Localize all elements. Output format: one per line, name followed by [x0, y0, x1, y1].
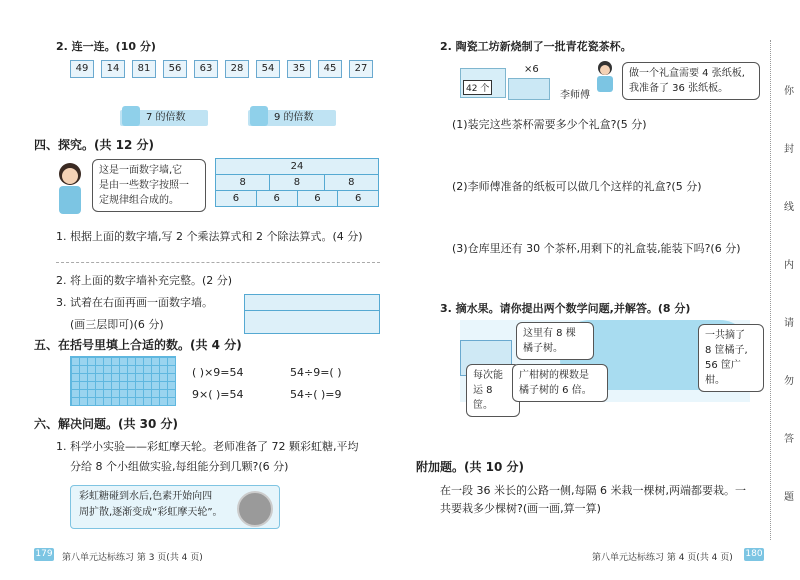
q3-bubble-1: 这里有 8 棵 橘子树。: [516, 322, 594, 360]
sec6-q1b: 分给 8 个小组做实验,每组能分到几颗?(6 分): [70, 460, 289, 473]
number-box[interactable]: 27: [349, 60, 373, 78]
binding-char: 答: [784, 434, 794, 445]
worker-figure-icon: [592, 60, 618, 92]
number-box[interactable]: 28: [225, 60, 249, 78]
answer-line[interactable]: [56, 262, 380, 263]
footer-right: 第八单元达标练习 第 4 页(共 4 页): [592, 553, 733, 563]
footer-left: 第八单元达标练习 第 3 页(共 4 页): [62, 553, 203, 563]
binding-char: 线: [784, 202, 794, 213]
fill-2[interactable]: 54÷9=( ): [290, 366, 342, 379]
fill-4[interactable]: 54÷( )=9: [290, 388, 342, 401]
ribbon-9-multiples: 9 的倍数: [248, 110, 336, 126]
sec4-q2: 2. 将上面的数字墙补充完整。(2 分): [56, 274, 233, 287]
number-wall: 24 8 8 8 6 6 6 6: [215, 158, 379, 207]
sec4-q3a: 3. 试着在右面再画一面数字墙。: [56, 296, 213, 309]
number-box[interactable]: 14: [101, 60, 125, 78]
binding-char: 请: [784, 318, 794, 329]
extra-b: 共要栽多少棵树?(画一画,算一算): [440, 502, 601, 515]
page-number-left: 179: [35, 549, 53, 559]
ribbon-7-multiples: 7 的倍数: [120, 110, 208, 126]
fill-1[interactable]: ( )×9=54: [192, 366, 244, 379]
binding-char: 勿: [784, 376, 794, 387]
cups-stack: 42 个: [460, 68, 506, 98]
number-box[interactable]: 45: [318, 60, 342, 78]
sec6-q1a: 1. 科学小实验——彩虹摩天轮。老师准备了 72 颗彩虹糖,平均: [56, 440, 359, 453]
page-number-right: 180: [745, 549, 763, 559]
binding-char: 你: [784, 86, 794, 97]
number-box[interactable]: 81: [132, 60, 156, 78]
number-box[interactable]: 56: [163, 60, 187, 78]
q2-3: (3)仓库里还有 30 个茶杯,用剩下的礼盒装,能装下吗?(6 分): [452, 242, 741, 255]
pin-icon: [250, 106, 268, 126]
binding-strip: [770, 40, 797, 540]
q2-1: (1)装完这些茶杯需要多少个礼盒?(5 分): [452, 118, 647, 131]
extra-title: 附加题。(共 10 分): [416, 460, 525, 474]
pin-icon: [122, 106, 140, 126]
q3-bubble-4: 广柑树的棵数是 橘子树的 6 倍。: [512, 364, 608, 402]
sec4-bubble: 这是一面数字墙,它 是由一些数字按照一 定规律组合成的。: [92, 159, 206, 212]
q3-title: 3. 摘水果。请你提出两个数学问题,并解答。(8 分): [440, 302, 691, 315]
number-box[interactable]: 35: [287, 60, 311, 78]
sec4-title: 四、探究。(共 12 分): [34, 138, 155, 152]
worker-name: 李师傅: [560, 90, 590, 101]
q3-bubble-3: 每次能 运 8 筐。: [466, 364, 520, 417]
number-box[interactable]: 54: [256, 60, 280, 78]
q2-bubble: 做一个礼盒需要 4 张纸板, 我准备了 36 张纸板。: [622, 62, 760, 100]
binding-char: 内: [784, 260, 794, 271]
sec4-q1: 1. 根据上面的数字墙,写 2 个乘法算式和 2 个除法算式。(4 分): [56, 230, 363, 243]
grid-figure: [70, 356, 176, 406]
q2-2: (2)李师傅准备的纸板可以做几个这样的礼盒?(5 分): [452, 180, 702, 193]
binding-char: 题: [784, 492, 794, 503]
wall-top: 24: [290, 161, 304, 172]
fill-3[interactable]: 9×( )=54: [192, 388, 244, 401]
right-q2-title: 2. 陶瓷工坊新烧制了一批青花瓷茶杯。: [440, 40, 632, 53]
extra-a: 在一段 36 米长的公路一侧,每隔 6 米栽一棵树,两端都要栽。一: [440, 484, 746, 497]
left-q2-title: 2. 连一连。(10 分): [56, 40, 156, 53]
box-multiplier: ×6: [524, 64, 539, 75]
q3-bubble-2: 一共摘了 8 筐橘子, 56 筐广柑。: [698, 324, 764, 392]
number-box[interactable]: 49: [70, 60, 94, 78]
sec5-title: 五、在括号里填上合适的数。(共 4 分): [34, 338, 242, 352]
number-box[interactable]: 63: [194, 60, 218, 78]
teacher-figure-icon: [50, 160, 90, 220]
gift-box-icon: [508, 78, 550, 100]
sec6-tip-box: 彩虹糖碰到水后,色素开始向四 周扩散,逐渐变成“彩虹摩天轮”。: [70, 485, 280, 529]
sec6-title: 六、解决问题。(共 30 分): [34, 417, 179, 431]
binding-char: 封: [784, 144, 794, 155]
sec4-q3b: (画三层即可)(6 分): [70, 318, 164, 331]
rainbow-plate-icon: [237, 491, 273, 527]
drawing-area[interactable]: [244, 294, 380, 334]
